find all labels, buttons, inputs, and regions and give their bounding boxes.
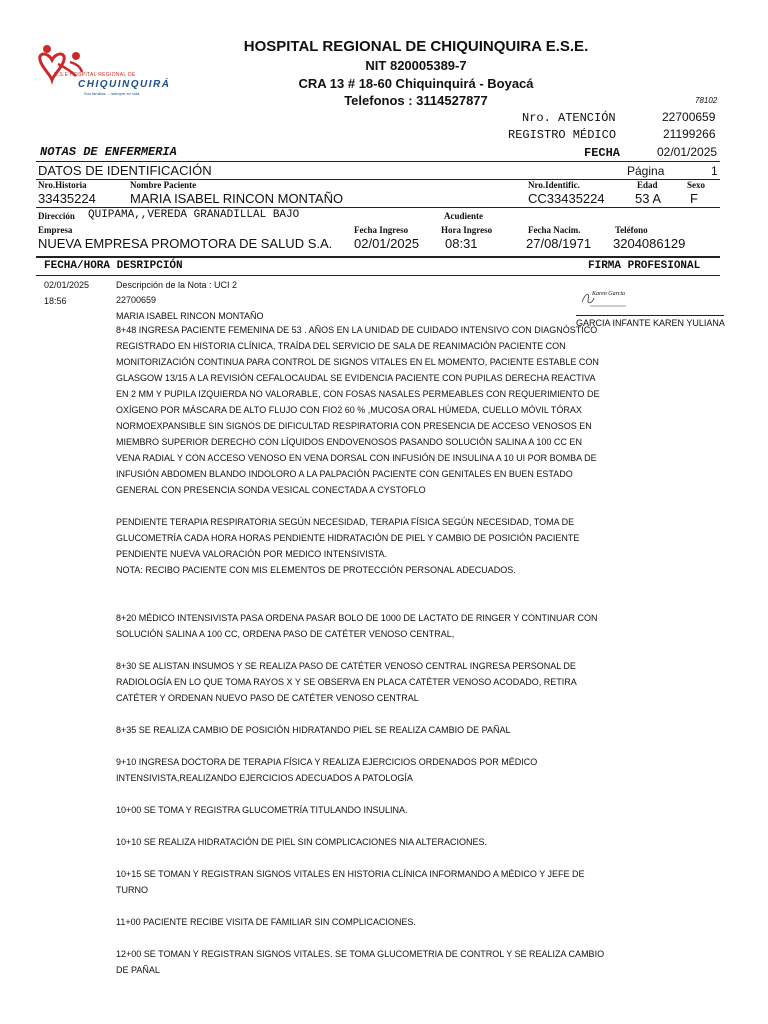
note-body [116,322,605,978]
identific-label: Nro.Identific. [528,180,580,190]
note-line: NORMOEXPANSIBLE SIN SIGNOS DE DIFICULTAD RESPIRATORIA CON PRESENCIA DE ACCESO VENOSOS EN [116,421,592,431]
row1-rule [36,207,720,208]
note-line [116,818,576,834]
note-line: GLUCOMETRÍA CADA HORA HORAS PENDIENTE HIDRATACIÓN DE PIEL Y CAMBIO DE POSICIÓN PACIENTE [116,533,580,543]
empresa-label: Empresa [38,225,73,235]
note-line [116,786,576,802]
signature-rule [576,315,724,316]
note-line: 10+10 SE REALIZA HIDRATACIÓN DE PIEL SIN COMPLICACIONES NIA ALTERACIONES. [116,837,488,847]
note-line: GENERAL CON PRESENCIA SONDA VESICAL CONECTADA A CYSTOFLO [116,485,426,495]
hora-ingreso-value: 08:31 [445,236,478,251]
note-line [116,578,576,594]
note-line: 10+00 SE TOMA Y REGISTRA GLUCOMETRÍA TITULANDO INSULINA. [116,805,408,815]
note-desc-label: Descripción de la Nota : UCI 2 [116,280,238,290]
note-line [116,642,576,658]
note-line [116,738,576,754]
signer-name: GARCIA INFANTE KAREN YULIANA [576,318,725,328]
note-patient: MARIA ISABEL RINCON MONTAÑO [116,311,264,321]
note-line: RADIOLOGÍA EN LO QUE TOMA RAYOS X Y SE OBSERVA EN PLACA CATÉTER VENOSO ACODADO, RETIRA [116,677,577,687]
column-fecha-hora: FECHA/HORA DESRIPCIÓN [44,260,183,272]
note-line [116,594,576,610]
hospital-phones: Telefonos : 3114527877 [344,93,488,108]
columns-top-rule [36,256,720,258]
fecha-nacim-label: Fecha Nacim. [528,225,581,235]
note-line: 12+00 SE TOMAN Y REGISTRAN SIGNOS VITALES. SE TOMA GLUCOMETRIA DE CONTROL Y SE REALIZA CAMBIO [116,949,605,959]
note-line: SOLUCIÓN SALINA A 100 CC, ORDENA PASO DE CATÉTER VENOSO CENTRAL, [116,629,455,639]
note-line [116,706,576,722]
column-firma: FIRMA PROFESIONAL [588,260,701,272]
note-line [116,930,576,946]
note-line: NOTA: RECIBO PACIENTE CON MIS ELEMENTOS DE PROTECCIÓN PERSONAL ADECUADOS. [116,565,516,575]
note-line: REGISTRADO EN HISTORIA CLÍNICA, TRAÍDA DEL SERVICIO DE SALA DE REANIMACIÓN PACIENTE CON [116,341,566,351]
empresa-value: NUEVA EMPRESA PROMOTORA DE SALUD S.A. [38,236,333,251]
telefono-label: Teléfono [615,225,648,235]
pagina-value: 1 [711,164,718,178]
hospital-address: CRA 13 # 18-60 Chiquinquirá - Boyacá [298,76,534,91]
section-title: NOTAS DE ENFERMERIA [40,145,177,159]
hospital-nit: NIT 820005389-7 [365,58,467,73]
registro-value: 21199266 [663,127,716,141]
logo-slogan: Sus familias ... siempre en vida [84,91,140,96]
note-line: 8+20 MÉDICO INTENSIVISTA PASA ORDENA PASAR BOLO DE 1000 DE LACTATO DE RINGER Y CONTINUAR CON [116,613,598,623]
logo-name: CHIQUINQUIRÁ [78,79,171,90]
pagina-label: Página [627,164,665,178]
acudiente-label: Acudiente [444,211,483,221]
note-line [116,898,576,914]
signature-text: Karen Garcia [592,291,626,297]
note-line: 8+30 SE ALISTAN INSUMOS Y SE REALIZA PASO DE CATÉTER VENOSO CENTRAL INGRESA PERSONAL DE [116,661,576,671]
note-line: MIEMBRO SUPERIOR DERECHO CON LÍQUIDOS ENDOVENOSOS PASANDO SOLUCIÓN SALINA A 100 CC EN [116,437,582,447]
historia-label: Nro.Historia [38,180,87,190]
note-line: VENA RADIAL Y CON ACCESO VENOSO EN VENA DORSAL CON INFUSIÓN DE INSULINA A 10 UI POR BOMBA DE [116,453,597,463]
edad-value: 53 A [635,191,662,206]
note-line: 8+48 INGRESA PACIENTE FEMENINA DE 53 . AÑOS EN LA UNIDAD DE CUIDADO INTENSIVO CON DIAGNÓSTICO [116,325,598,335]
direccion-value: QUIPAMA,,VEREDA GRANADILLAL BAJO [88,209,300,221]
note-line: GLASGOW 13/15 A LA REVISIÓN CEFALOCAUDAL SE EVIDENCIA PACIENTE CON PUPILAS DERECHA REACTIVA [116,373,596,383]
nombre-value: MARIA ISABEL RINCON MONTAÑO [130,191,344,206]
note-line: INFUSIÓN ABDOMEN BLANDO INDOLORO A LA PALPACIÓN PACIENTE CON GENITALES EN BUEN ESTADO [116,469,573,479]
note-line [116,850,576,866]
edad-label: Edad [637,180,658,190]
note-line: MONITORIZACIÓN CONTINUA PARA CONTROL DE SIGNOS VITALES EN EL MOMENTO, PACIENTE ESTABLE CON [116,357,599,367]
form-code: 78102 [695,96,718,105]
note-line: PENDIENTE NUEVA VALORACIÓN POR MEDICO INTENSIVISTA. [116,549,388,559]
historia-value: 33435224 [38,191,96,206]
fecha-label: FECHA [584,146,621,160]
fecha-ingreso-label: Fecha Ingreso [354,225,409,235]
telefono-value: 3204086129 [613,236,686,251]
fecha-value: 02/01/2025 [657,145,718,159]
identification-title: DATOS DE IDENTIFICACIÓN [38,163,212,178]
note-line: 9+10 INGRESA DOCTORA DE TERAPIA FÍSICA Y REALIZA EJERCICIOS ORDENADOS POR MÉDICO [116,757,538,767]
atencion-value: 22700659 [662,110,716,124]
fecha-nacim-value: 27/08/1971 [526,236,592,251]
direccion-label: Dirección [38,211,75,221]
sexo-label: Sexo [687,180,705,190]
note-atencion: 22700659 [116,295,157,305]
note-line [116,498,576,514]
hospital-name: HOSPITAL REGIONAL DE CHIQUINQUIRA E.S.E. [243,38,589,55]
identific-value: CC33435224 [528,191,605,206]
sexo-value: F [690,191,698,206]
registro-label: REGISTRO MÉDICO [508,128,617,142]
note-date: 02/01/2025 [44,280,90,290]
logo-top-text: E.S.E HOSPITAL REGIONAL DE [54,72,136,78]
note-line: EN 2 MM Y PUPILA IZQUIERDA NO VALORABLE, CON FOSAS NASALES PERMEABLES CON REQUERIMIENTO DE [116,389,600,399]
note-line: TURNO [116,885,148,895]
atencion-label: Nro. ATENCIÓN [522,111,616,125]
fecha-ingreso-value: 02/01/2025 [354,236,420,251]
columns-bottom-rule [36,275,720,276]
signature-stamp [580,288,640,310]
note-line: 10+15 SE TOMAN Y REGISTRAN SIGNOS VITALES EN HISTORIA CLÍNICA INFORMANDO A MÉDICO Y JEFE DE [116,869,585,879]
nombre-label: Nombre Paciente [130,180,197,190]
note-line: PENDIENTE TERAPIA RESPIRATORIA SEGÚN NECESIDAD, TERAPIA FÍSICA SEGÚN NECESIDAD, TOMA DE [116,517,575,527]
note-line: OXÍGENO POR MÁSCARA DE ALTO FLUJO CON FIO2 60 % ,MUCOSA ORAL HÚMEDA, CUELLO MÓVIL TÓRAX [116,405,582,415]
note-time: 18:56 [44,296,67,306]
note-line: 8+35 SE REALIZA CAMBIO DE POSICIÓN HIDRATANDO PIEL SE REALIZA CAMBIO DE PAÑAL [116,725,511,735]
hora-ingreso-label: Hora Ingreso [441,225,493,235]
note-line: 11+00 PACIENTE RECIBE VISITA DE FAMILIAR SIN COMPLICACIONES. [116,917,416,927]
title-rule [36,161,720,162]
note-line: CATÉTER Y ORDENAN NUEVO PASO DE CATÉTER VENOSO CENTRAL [116,693,419,703]
note-line: INTENSIVISTA,REALIZANDO EJERCICIOS ADECUADOS A PATOLOGÍA [116,773,413,783]
note-line: DE PAÑAL [116,965,160,975]
